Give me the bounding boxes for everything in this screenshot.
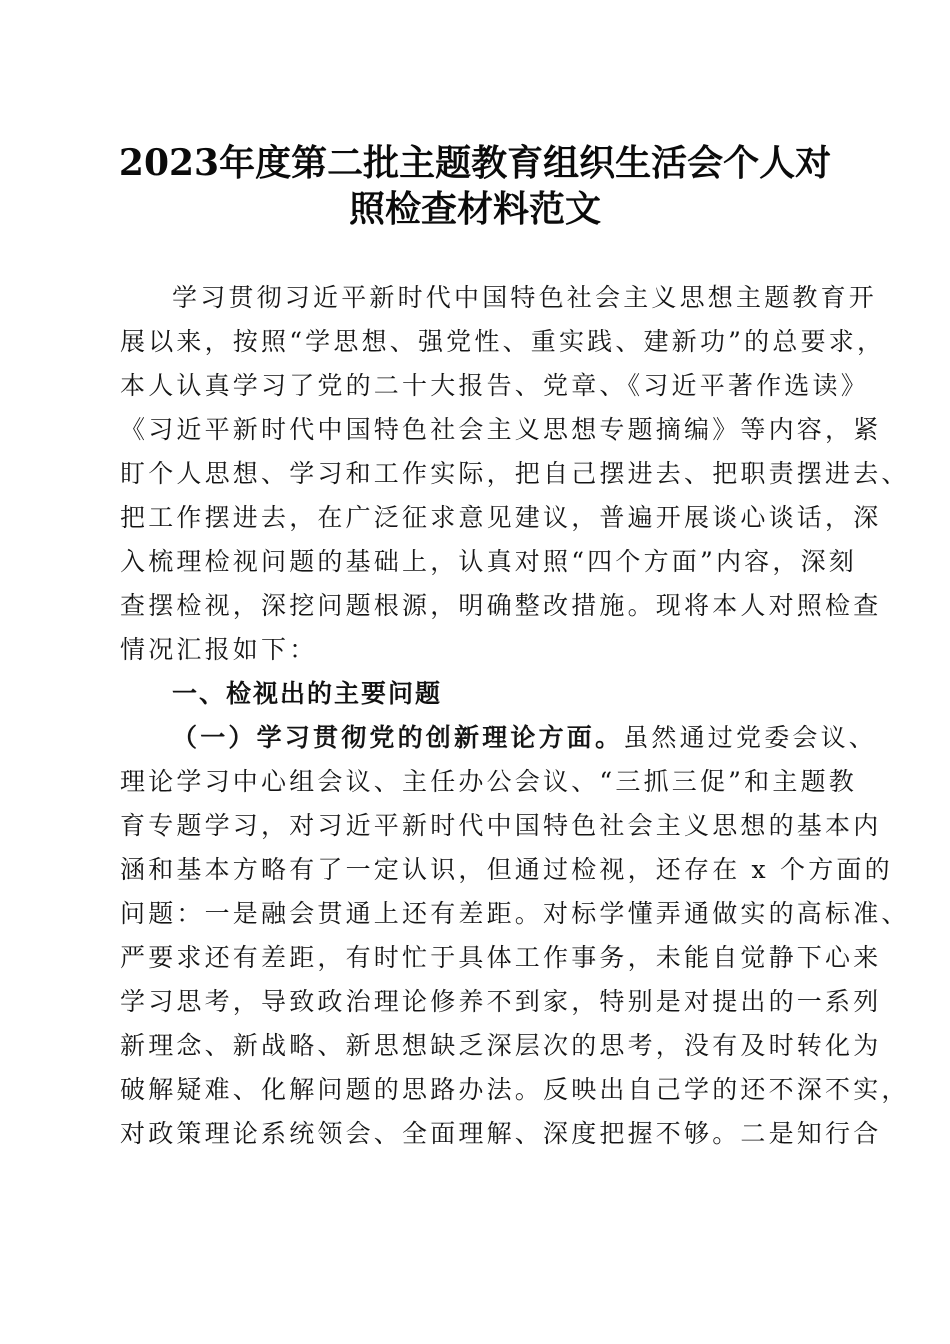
paragraph-line: 破解疑难、化解问题的思路办法。反映出自己学的还不深不实， bbox=[120, 1075, 910, 1104]
paragraph-line: 展以来，按照“学思想、强党性、重实践、建新功”的总要求， bbox=[120, 327, 886, 356]
paragraph-line: 本人认真学习了党的二十大报告、党章、《习近平著作选读》 bbox=[120, 371, 869, 400]
paragraph-line: 情况汇报如下： bbox=[120, 635, 318, 664]
subsection-heading: （一）学习贯彻党的创新理论方面。 bbox=[172, 723, 624, 752]
paragraph-line: 问题：一是融会贯通上还有差距。对标学懂弄通做实的高标准、 bbox=[120, 899, 910, 928]
paragraph-line: 盯个人思想、学习和工作实际，把自己摆进去、把职责摆进去、 bbox=[120, 459, 910, 488]
subsection-first-line-text: 虽然通过党委会议、 bbox=[623, 723, 878, 752]
paragraph-line: 《习近平新时代中国特色社会主义思想专题摘编》等内容，紧 bbox=[120, 415, 882, 444]
paragraph-line: 入梳理检视问题的基础上，认真对照“四个方面”内容，深刻 bbox=[120, 547, 857, 576]
paragraph-line: 对政策理论系统领会、全面理解、深度把握不够。二是知行合 bbox=[120, 1119, 882, 1148]
paragraph-line: 学习思考，导致政治理论修养不到家，特别是对提出的一系列 bbox=[120, 987, 882, 1016]
document-title-line-2: 照检查材料范文 bbox=[348, 188, 601, 230]
paragraph-line: 把工作摆进去，在广泛征求意见建议，普遍开展谈心谈话，深 bbox=[120, 503, 882, 532]
subsection-first-line bbox=[120, 716, 878, 760]
paragraph-line: 学习贯彻习近平新时代中国特色社会主义思想主题教育开 bbox=[172, 283, 878, 312]
document-body bbox=[120, 276, 910, 1156]
paragraph-line: 育专题学习，对习近平新时代中国特色社会主义思想的基本内 bbox=[120, 811, 882, 840]
paragraph-line: 涵和基本方略有了一定认识，但通过检视，还存在 x 个方面的 bbox=[120, 855, 893, 884]
paragraph-line: 查摆检视，深挖问题根源，明确整改措施。现将本人对照检查 bbox=[120, 591, 882, 620]
paragraph-line: 严要求还有差距，有时忙于具体工作事务，未能自觉静下心来 bbox=[120, 943, 882, 972]
paragraph-line: 新理念、新战略、新思想缺乏深层次的思考，没有及时转化为 bbox=[120, 1031, 882, 1060]
section-heading: 一、检视出的主要问题 bbox=[172, 679, 443, 708]
document-title-line-1: 2023年度第二批主题教育组织生活会个人对 bbox=[118, 142, 832, 184]
paragraph-line: 理论学习中心组会议、主任办公会议、“三抓三促”和主题教 bbox=[120, 767, 857, 796]
